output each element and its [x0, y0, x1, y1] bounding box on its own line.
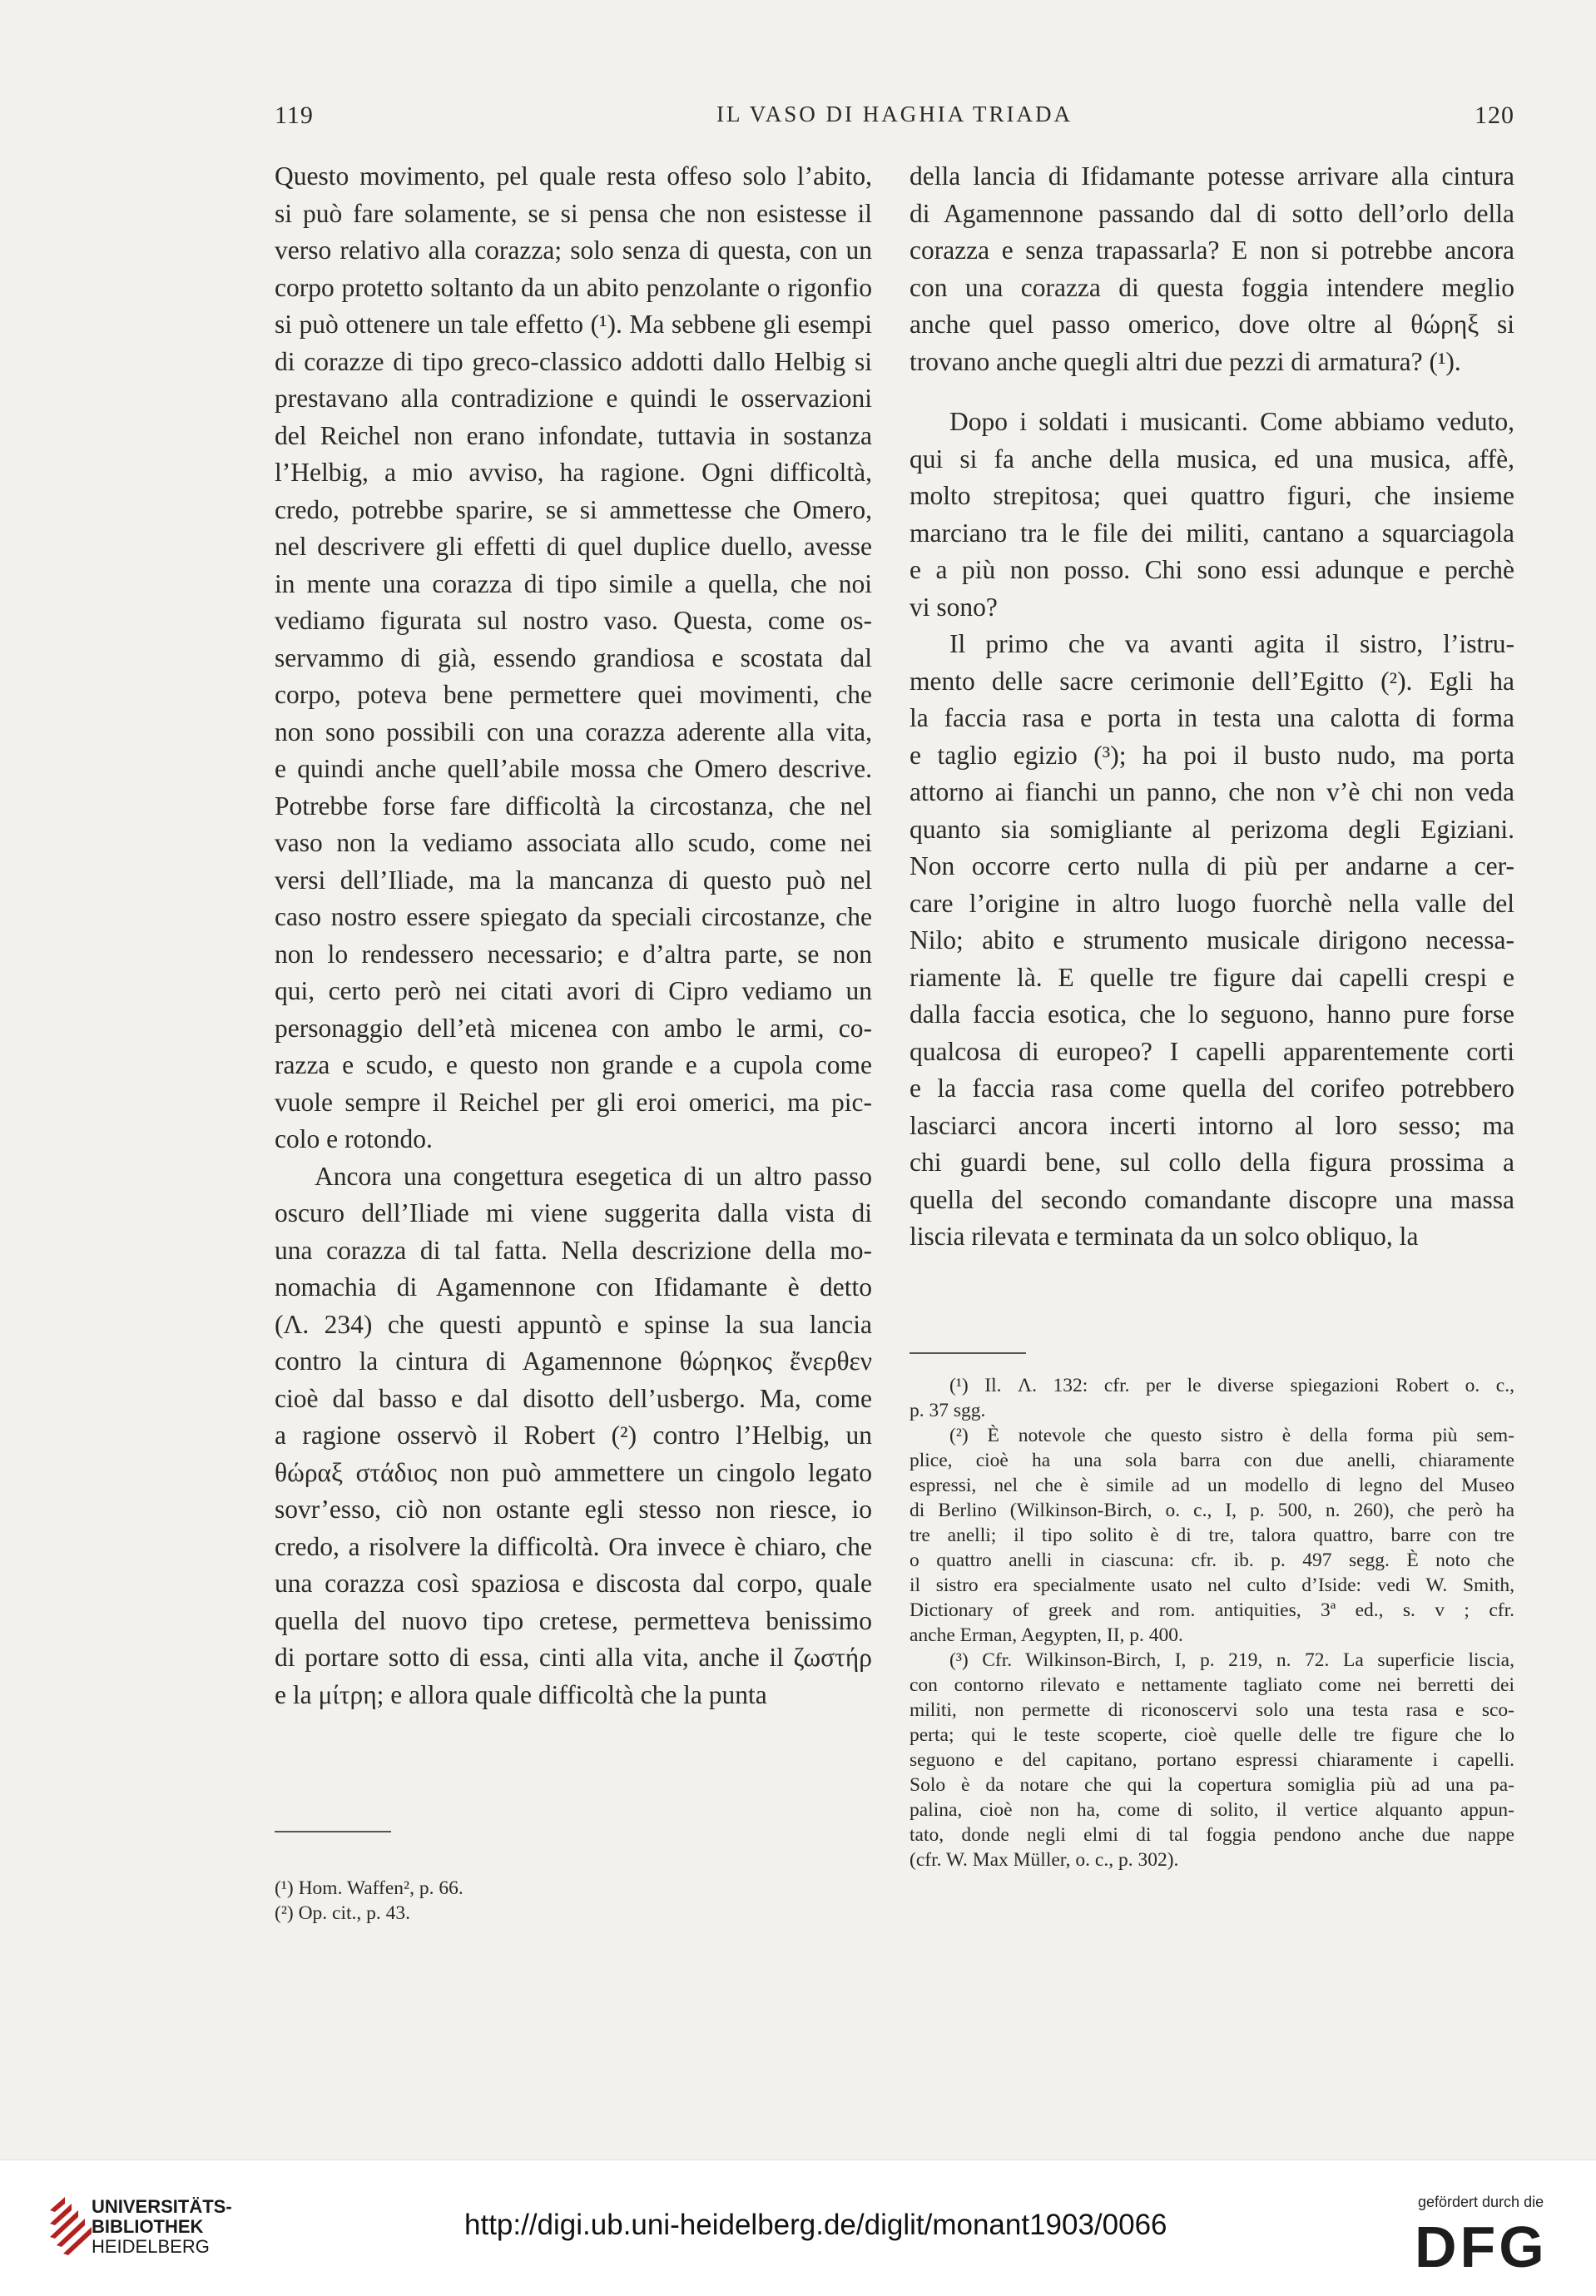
text-line: Ancora una congettura esegetica di un altro passo	[315, 1161, 872, 1191]
footnote	[910, 1423, 1514, 1648]
university-library-logo-icon	[50, 2194, 97, 2257]
text-line: nel descrivere gli effetti di quel duplice duello, avesse	[275, 532, 872, 561]
text-line: anche Erman, Aegypten, II, p. 400.	[910, 1624, 1183, 1646]
text-line: di Agamennone passando dal di sotto dell’orlo della	[910, 198, 1514, 228]
text-line: Dopo i soldati i musicanti. Come abbiamo veduto,	[949, 407, 1514, 436]
text-line: il sistro era specialmente usato nel culto d’Iside: vedi W. Smith,	[910, 1574, 1514, 1596]
text-line: attorno ai fianchi un panno, che non v’è chi non veda	[910, 777, 1514, 806]
paragraph	[275, 1158, 872, 1714]
text-line: qui si fa anche della musica, ed una musica, affè,	[910, 444, 1514, 474]
funding-caption: gefördert durch die	[1418, 2194, 1544, 2210]
text-line: tre anelli; il tipo solito è di tre, talora quattro, barre con tre	[910, 1525, 1514, 1546]
text-line: corazza e senza trapassarla? E non si potrebbe ancora	[910, 236, 1514, 265]
running-title: IL VASO DI HAGHIA TRIADA	[716, 102, 1073, 126]
text-line: vi sono?	[910, 592, 998, 622]
dfg-logo: DFG	[1415, 2214, 1548, 2279]
text-line: Nilo; abito e strumento musicale dirigono necessa-	[910, 925, 1514, 955]
permalink-url[interactable]: http://digi.ub.uni-heidelberg.de/diglit/monant1903/0066	[464, 2209, 1167, 2241]
text-line: si può ottenere un tale effetto (¹). Ma sebbene gli esempi	[275, 310, 872, 339]
page-number-right: 120	[1475, 102, 1514, 129]
text-line: cioè dal basso e dal disotto dell’usbergo. Ma, come	[275, 1383, 872, 1413]
text-line: dalla faccia esotica, che lo seguono, hanno pure forse	[910, 999, 1514, 1029]
text-line: una corazza così spaziosa e discosta dal corpo, quale	[275, 1569, 872, 1598]
text-line: lasciarci ancora incerti intorno al loro sesso; ma	[910, 1110, 1514, 1140]
paragraph	[910, 158, 1514, 380]
text-line: (¹) Il. Λ. 132: cfr. per le diverse spiegazioni Robert o. c.,	[949, 1375, 1514, 1396]
text-line: chi guardi bene, sul collo della figura prossima a	[910, 1148, 1514, 1177]
footnote-rule	[910, 1352, 1026, 1354]
text-line: servammo di già, essendo grandiosa e scostata dal	[275, 642, 872, 672]
text-line: razza e scudo, e questo non grande e a cupola come	[275, 1050, 872, 1079]
text-line: prestavano alla contradizione e quindi le osservazioni	[275, 384, 872, 413]
text-line: o quattro anelli in ciascuna: cfr. ib. p. 497 segg. È noto che	[910, 1550, 1514, 1571]
left-column	[275, 158, 872, 1713]
text-line: (cfr. W. Max Müller, o. c., p. 302).	[910, 1849, 1179, 1871]
text-line: p. 37 sgg.	[910, 1400, 986, 1421]
text-line: contro la cintura di Agamennone θώρηκος ἔνερθεν	[275, 1346, 872, 1376]
text-line: non sono possibili con una corazza aderente alla vita,	[275, 717, 872, 746]
text-line: seguono e del capitano, portano espressi chiaramente i capelli.	[910, 1749, 1514, 1771]
text-line: mento delle sacre cerimonie dell’Egitto (²). Egli ha	[910, 666, 1514, 696]
running-header	[275, 102, 1514, 135]
text-line: credo, potrebbe sparire, se si ammettesse che Omero,	[275, 494, 872, 524]
text-line: di portare sotto di essa, cinti alla vita, anche il ζωστήρ	[275, 1643, 872, 1672]
text-line: vuole sempre il Reichel per gli eroi omerici, ma pic-	[275, 1087, 872, 1117]
text-line: e la μίτρη; e allora quale difficoltà che la punta	[275, 1679, 767, 1709]
text-line: quella del nuovo tipo cretese, permetteva benissimo	[275, 1605, 872, 1635]
text-line: del Reichel non erano infondate, tuttavia in sostanza	[275, 420, 872, 450]
text-line: sovr’esso, ciò non ostante egli stesso non riesce, io	[275, 1495, 872, 1524]
text-line: e quindi anche quell’abile mossa che Omero descrive.	[275, 754, 872, 783]
text-line: corpo protetto soltanto da un abito penzolante o rigonfio	[275, 272, 872, 302]
text-line: (²) È notevole che questo sistro è della forma più sem-	[949, 1425, 1514, 1446]
text-line: quella del secondo comandante discopre una massa	[910, 1184, 1514, 1214]
text-line: Non occorre certo nulla di più per andarne a cer-	[910, 851, 1514, 880]
text-line: trovano anche quegli altri due pezzi di armatura? (¹).	[910, 346, 1461, 376]
text-line: riamente là. E quelle tre figure dai capelli crespi e	[910, 962, 1514, 992]
library-line-3: HEIDELBERG	[92, 2236, 210, 2257]
text-line: liscia rilevata e terminata da un solco obliquo, la	[910, 1222, 1419, 1251]
text-line: vediamo figurata sul nostro vaso. Questa, come os-	[275, 606, 872, 635]
university-library-name	[92, 2197, 232, 2257]
text-line: qualcosa di europeo? I capelli apparentemente corti	[910, 1036, 1514, 1066]
text-line: caso nostro essere spiegato da speciali circostanze, che	[275, 902, 872, 931]
text-line: in mente una corazza di tipo simile a quella, che noi	[275, 568, 872, 598]
footnote: (²) Op. cit., p. 43.	[275, 1902, 411, 1924]
text-line: qui, certo però nei citati avori di Cipro vediamo un	[275, 976, 872, 1005]
text-line: anche quel passo omerico, dove oltre al θώρηξ si	[910, 310, 1514, 339]
page-number-left: 119	[275, 102, 314, 129]
text-line: espressi, nel che è simile ad un modello di legno del Museo	[910, 1475, 1514, 1496]
text-line: palina, cioè non ha, come di solito, il vertice alquanto appun-	[910, 1799, 1514, 1821]
paragraph	[275, 158, 872, 1158]
right-column	[910, 158, 1514, 1256]
text-line: personaggio dell’età micenea con ambo le armi, co-	[275, 1013, 872, 1043]
text-line: si può fare solamente, se si pensa che non esistesse il	[275, 198, 872, 228]
text-line: marciano tra le file dei militi, cantano a squarciagola	[910, 518, 1514, 548]
text-line: credo, a risolvere la difficoltà. Ora invece è chiaro, che	[275, 1531, 872, 1561]
text-line: non lo rendessero necessario; e d’altra parte, se non	[275, 939, 872, 969]
text-line: care l’origine in altro luogo fuorchè nella valle del	[910, 888, 1514, 918]
text-line: e la faccia rasa come quella del corifeo potrebbero	[910, 1074, 1514, 1103]
footnote	[910, 1648, 1514, 1872]
footnote	[910, 1373, 1514, 1423]
text-line: tato, donde negli elmi di tal foggia pendono anche due nappe	[910, 1824, 1514, 1846]
text-line: una corazza di tal fatta. Nella descrizione della mo-	[275, 1235, 872, 1265]
library-line-2: BIBLIOTHEK	[92, 2216, 204, 2237]
text-line: verso relativo alla corazza; solo senza di questa, con un	[275, 236, 872, 265]
text-line: Dictionary of greek and rom. antiquities, 3ª ed., s. v ; cfr.	[910, 1599, 1514, 1621]
paragraph	[910, 626, 1514, 1256]
text-line: Solo è da notare che qui la copertura somiglia più ad una pa-	[910, 1774, 1514, 1796]
text-line: quanto sia somigliante al perizoma degli Egiziani.	[910, 814, 1514, 844]
text-line: militi, non permette di riconoscervi solo una testa rasa e sco-	[910, 1699, 1514, 1721]
footnote-list	[275, 1876, 872, 1926]
footnote-rule	[275, 1831, 391, 1832]
footnote: (¹) Hom. Waffen², p. 66.	[275, 1877, 463, 1899]
bottom-bar	[0, 2160, 1596, 2296]
text-line: plice, cioè ha una sola barra con due anelli, chiaramente	[910, 1450, 1514, 1471]
footnotes-left	[275, 1876, 872, 1926]
paragraph	[910, 404, 1514, 626]
text-line: perta; qui le teste scoperte, cioè quelle delle tre figure che lo	[910, 1724, 1514, 1746]
text-line: θώραξ στάδιος non può ammettere un cingolo legato	[275, 1457, 872, 1487]
text-line: (³) Cfr. Wilkinson-Birch, I, p. 219, n. 72. La superficie liscia,	[949, 1649, 1514, 1671]
text-line: di Berlino (Wilkinson-Birch, o. c., I, p. 500, n. 260), che però ha	[910, 1500, 1514, 1521]
text-line: l’Helbig, a mio avviso, ha ragione. Ogni difficoltà,	[275, 458, 872, 487]
text-line: nomachia di Agamennone con Ifidamante è detto	[275, 1272, 872, 1302]
text-line: Potrebbe forse fare difficoltà la circostanza, che nel	[275, 791, 872, 821]
text-line: Questo movimento, pel quale resta offeso solo l’abito,	[275, 161, 872, 191]
text-line: della lancia di Ifidamante potesse arrivare alla cintura	[910, 161, 1514, 191]
text-line: con contorno rilevato e nettamente tagliato come nei berretti dei	[910, 1674, 1514, 1696]
library-line-1: UNIVERSITÄTS-	[92, 2196, 232, 2217]
text-line: con una corazza di questa foggia intendere meglio	[910, 272, 1514, 302]
text-line: versi dell’Iliade, ma la mancanza di questo può nel	[275, 865, 872, 895]
text-line: e a più non posso. Chi sono essi adunque e perchè	[910, 555, 1514, 584]
text-line: oscuro dell’Iliade mi viene suggerita dalla vista di	[275, 1198, 872, 1227]
footnotes-right	[910, 1373, 1514, 1872]
text-line: (Λ. 234) che questi appuntò e spinse la sua lancia	[275, 1309, 872, 1339]
text-line: molto strepitosa; quei quattro figuri, che insieme	[910, 481, 1514, 510]
text-line: e taglio egizio (³); ha poi il busto nudo, ma porta	[910, 740, 1514, 770]
text-line: la faccia rasa e porta in testa una calotta di forma	[910, 703, 1514, 732]
text-line: di corazze di tipo greco-classico addotti dallo Helbig si	[275, 346, 872, 376]
text-line: colo e rotondo.	[275, 1124, 433, 1153]
text-line: Il primo che va avanti agita il sistro, l’istru-	[949, 629, 1514, 658]
text-line: a ragione osservò il Robert (²) contro l’Helbig, un	[275, 1421, 872, 1450]
text-line: corpo, poteva bene permettere quei movimenti, che	[275, 680, 872, 709]
text-line: vaso non la vediamo associata allo scudo, come nei	[275, 828, 872, 857]
